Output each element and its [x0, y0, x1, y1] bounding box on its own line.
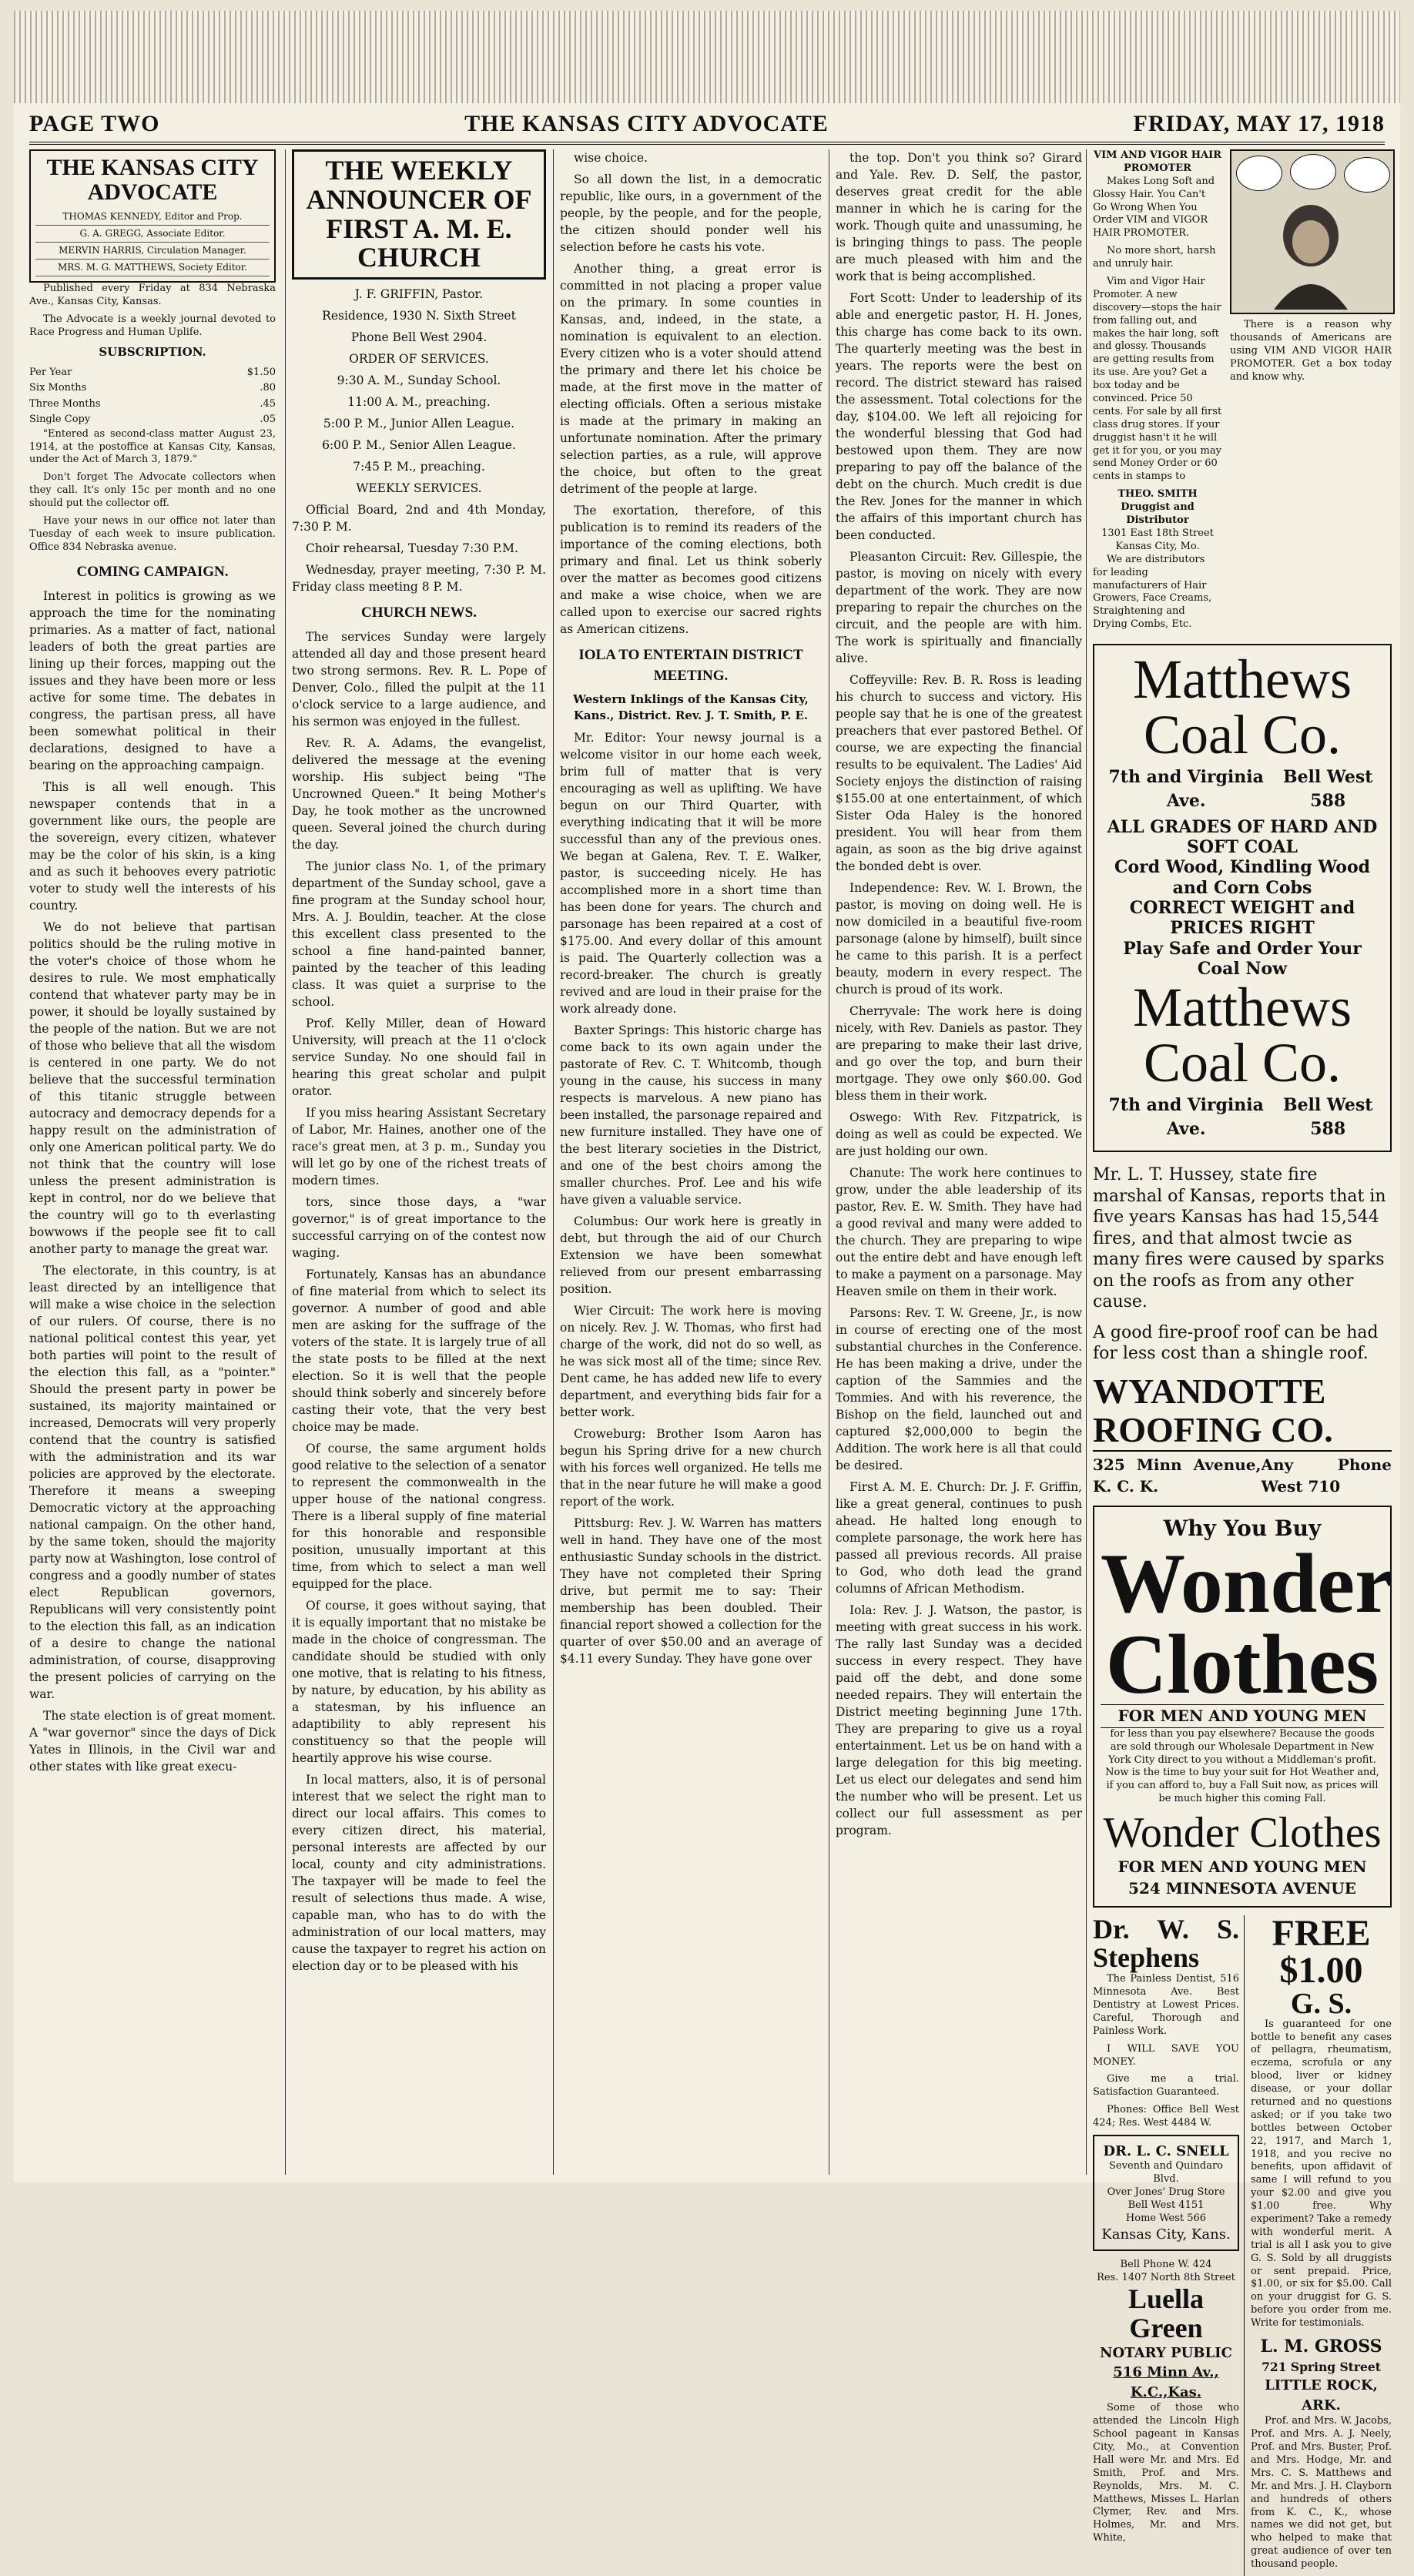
subscription-row: Three Months .45 — [29, 397, 276, 410]
iola-subhead: Western Inklings of the Kansas City, Kans., District. Rev. J. T. Smith, P. E. — [573, 692, 809, 723]
church-news-paragraph: The services Sunday were largely attended all day and those present heard two strong sermons. Rev. R. L. Pope of Denver, Colo., filled the pulpit at the 11 o'clock service to a large audience, and his sermon was enjoyed in the fullest. — [292, 630, 546, 729]
article-paragraph: Another thing, a great error is committed in not placing a proper value on the primary. In some counties in Kansas, and, indeed, in the state, a nomination is equivalent to an election. Every citizen who is a voter should attend the primary and there let his choice be made, at the first move in the matter of electing officials. Often a serious mistake is made at the primary in making an unfortunate nomination. After the primary selection parties, as a rule, will approve the choice, but often to the great detriment of the people at large. — [560, 262, 822, 496]
subscription-heading: SUBSCRIPTION. — [99, 344, 206, 359]
vim-seller-title: Druggist and Distributor — [1121, 501, 1195, 527]
campaign-headline: COMING CAMPAIGN. — [76, 563, 229, 580]
district-paragraph: Independence: Rev. W. I. Brown, the pastor, is moving on doing well. He is now domiciled in a beautiful five-room parsonage (alone by himself), built since he came to this parish. It is a perfect beauty, modern in every respect. The church is proud of its work. — [836, 881, 1082, 997]
wonder-clothes-ad — [1093, 1506, 1392, 1908]
roofing-address: 325 Minn Avenue, K. C. K. — [1093, 1455, 1262, 1496]
district-paragraph: Chanute: The work here continues to grow, under the able leadership of its pastor, Rev. E. W. Smith. They have had a good revival and many were added to the church. They are preparing to wipe out the entire debt and have enough left to make a payment on a parsonage. May Heaven smile on them in their work. — [836, 1166, 1082, 1298]
pageant-left: Some of those who attended the Lincoln High School pageant in Kansas City, Mo., at Convention Hall were Mr. and Mrs. Ed Smith, Prof. and Mrs. Reynolds, Mrs. M. C. Matthews, Misses L. Harlan Clymer, Rev. and Mrs. Holmes, Mr. and Mrs. White, — [1093, 2402, 1239, 2544]
district-paragraph: First A. M. E. Church: Dr. J. F. Griffin, like a great general, continues to push ahead. He halted long enough to complete parsonage, the work here has passed all previous records. All praise to God, who doth lead the grand columns of African Methodism. — [836, 1480, 1082, 1596]
weekly-heading: WEEKLY SERVICES. — [356, 481, 482, 496]
pageant-right: Prof. and Mrs. W. Jacobs, Prof. and Mrs. A. J. Neely, Prof. and Mrs. Buster, Prof. and Mrs. Hodge, Mr. and Mrs. C. S. Matthews and Mr. and Mrs. J. H. Clayborn and hundreds of others from K. C., K., whose names we did not get, but who helped to make that great audience of over ten thousand people. — [1251, 2415, 1392, 2571]
article-paragraph: wise choice. — [574, 151, 648, 165]
gross-street: 721 Spring Street — [1262, 2360, 1381, 2375]
coal-phone: Bell West 588 — [1282, 767, 1373, 812]
wonder-address: 524 MINNESOTA AVENUE — [1128, 1879, 1356, 1898]
continued-paragraph: Fortunately, Kansas has an abundance of fine material from which to select its governor. A number of good and able men are asking for the suffrage of the voters of the state. It is largely true of all the state posts to be filled at the next election. So it is well that the people should think soberly and sincerely before casting their vote, that the very best choice may be made. — [292, 1268, 546, 1435]
coal-line: CORRECT WEIGHT and PRICES RIGHT — [1129, 898, 1355, 939]
newspaper-page — [14, 11, 1400, 2571]
wonder-for: FOR MEN AND YOUNG MEN — [1101, 1704, 1384, 1727]
published-note: Published every Friday at 834 Nebraska Ave., Kansas City, Kansas. — [29, 283, 276, 307]
roofing-name: WYANDOTTE ROOFING CO. — [1093, 1371, 1333, 1450]
article-paragraph: So all down the list, in a democratic republic, like ours, in a government of the people, by the people, and for the people, the citizen should ponder well his selection before he casts his vote. — [560, 173, 822, 254]
green-phone: Bell Phone W. 424 — [1120, 2259, 1212, 2271]
column-1 — [29, 149, 276, 2175]
district-paragraph: Iola: Rev. J. J. Watson, the pastor, is meeting with great success in his work. The rally last Sunday was a decided success in every respect. They have paid off the debt, and done some needed repairs. They will entertain the District meeting beginning June 17th. They are preparing to give us a royal entertainment. Let us be on hand with a large delegation for this big meeting. Let us elect our delegates and send him the number who will be present. Let us collect our full assessment as per program. — [836, 1603, 1082, 1837]
campaign-paragraph: We do not believe that partisan politics should be the ruling motive in the voter's choice of those whom he desires to rule. We most emphatically contend that whatever party may be in power, it should be loyally sustained by the people of the nation. But we are not of those who believe that all the wisdom is centered in one party. We do not believe that the successful termination of this titanic struggle between autocracy and democracy depends for a happy result on the administration of only one American political party. We do not think that the country will lose unless the present administration is kept in control, nor do we believe that the country will go to th everlasting bowwows if the people see fit to call another party to manage the great war. — [29, 920, 276, 1256]
snell-address: Seventh and Quindaro Blvd. — [1109, 2160, 1223, 2186]
church-news-paragraph: The junior class No. 1, of the primary department of the Sunday school, gave a fine program at the Sunday school hour, Mrs. A. J. Bouldin, teacher. At the close this excellent class presented to the school a fine hand-painted banner, painted by the teacher of this leading class. It was quiet a surprise to the school. — [292, 859, 546, 1010]
green-title: NOTARY PUBLIC — [1100, 2344, 1232, 2361]
roofing-phone: Any Phone West 710 — [1261, 1455, 1392, 1496]
green-address: 516 Minn Av., K.C.,Kas. — [1113, 2364, 1219, 2400]
vim-city: Kansas City, Mo. — [1115, 540, 1200, 552]
column-5-ads — [1086, 149, 1392, 2571]
wonder-for-2: FOR MEN AND YOUNG MEN — [1117, 1857, 1367, 1876]
announcer-box — [292, 149, 546, 280]
free-head: FREE $1.00 — [1272, 1912, 1371, 1991]
portrait-illustration — [1230, 149, 1395, 314]
coal-street: 7th and Virginia Ave. — [1108, 1094, 1264, 1139]
district-paragraph: the top. Don't you think so? Girard and Yale. Rev. D. Self, the pastor, deserves great credit for the able manner in which he is caring for the work. Though quite and unassuming, he is bringing things to pass. The people are much pleased with him and the work that is being accomplished. — [836, 151, 1082, 283]
pastor: J. F. GRIFFIN, Pastor. — [354, 287, 484, 302]
vim-line: No more short, harsh and unruly hair. — [1093, 245, 1216, 270]
district-paragraph: Cherryvale: The work here is doing nicely, with Rev. Daniels as pastor. They are preparing to make their last drive, and go over the top, and burn their mortgage. They owe only $60.00. God bless them in their work. — [836, 1004, 1082, 1103]
stephens-name: Dr. W. S. Stephens — [1093, 1913, 1239, 1974]
weekly-item: Wednesday, prayer meeting, 7:30 P. M. Friday class meeting 8 P. M. — [292, 563, 546, 595]
church-news-paragraph: If you miss hearing Assistant Secretary of Labor, Mr. Haines, another one of the race's great men, at 3 p. m., Sunday you will let go by one of the richest treats of modern times. — [292, 1106, 546, 1188]
masthead — [29, 149, 276, 283]
vim-line: Makes Long Soft and Glossy Hair. You Can't Go Wrong When You Order VIM and VIGOR HAIR PROMOTER. — [1093, 175, 1215, 240]
church-news-paragraph: Rev. R. A. Adams, the evangelist, delivered the message at the evening worship. His subject being "The Uncrowned Queen." It being Mother's Day, he took mother as the uncrowned queen. Several joined the church during the day. — [292, 736, 546, 853]
green-residence: Res. 1407 North 8th Street — [1097, 2272, 1235, 2284]
district-paragraph: Coffeyville: Rev. B. R. Ross is leading his church to success and victory. His people say that he is one of the greatest preachers that ever pastored Bethel. Of course, we are expecting the financial results to be equivalent. The Ladies' Aid Society enjoys the distinction of raising $155.00 at one entertainment, of which Sister Oda Haley is the honored president. You will hear from them again, as soon as the big drive against the bonded debt is over. — [836, 673, 1082, 873]
staff-line: MRS. M. G. MATTHEWS, Society Editor. — [35, 260, 270, 276]
stephens-line: I WILL SAVE YOU MONEY. — [1093, 2042, 1239, 2068]
coal-name: Matthews Coal Co. — [1133, 648, 1352, 766]
vim-address: 1301 East 18th Street — [1101, 527, 1214, 539]
stephens-line: Phones: Office Bell West 424; Res. West 4484 W. — [1093, 2104, 1239, 2129]
wonder-body: for less than you pay elsewhere? Because the goods are sold through our Wholesale Department in New York City direct to you without a Middleman's profit. Now is the time to buy your suit for Hot Weather and, if you can afford to, buy a Fall Suit now, as prices will be much higher this coming Fall. — [1105, 1727, 1379, 1805]
service-item: 6:00 P. M., Senior Allen League. — [322, 438, 516, 453]
column-2 — [285, 149, 546, 2175]
subscription-row: Single Copy .05 — [29, 414, 276, 426]
stephens-line: The Painless Dentist, 516 Minnesota Ave. Best Dentistry at Lowest Prices. Careful, Thorough and Painless Work. — [1093, 1973, 1239, 2037]
coal-line: ALL GRADES OF HARD AND SOFT COAL — [1107, 816, 1378, 857]
wonder-word: Wonder — [1101, 1536, 1392, 1631]
snell-city: Kansas City, Kans. — [1101, 2226, 1231, 2243]
iola-paragraph: Baxter Springs: This historic charge has come back to its own again under the pastorate of Rev. C. T. Whitcomb, though young in the cause, his success in many respects is marvelous. A new piano has been installed, the parsonage repaired and new furniture installed. They have one of the best literary societies in the District, and one of the best choirs among the smaller churches. Prof. Lee and his wife have given a valuable service. — [560, 1023, 822, 1207]
continued-paragraph: tors, since those days, a "war governor," is of great importance to the successful carrying on of the contest now waging. — [292, 1195, 546, 1261]
gross-city: LITTLE ROCK, ARK. — [1265, 2377, 1378, 2414]
free-gs: G. S. — [1290, 1987, 1352, 2020]
weekly-item: Choir rehearsal, Tuesday 7:30 P.M. — [306, 541, 518, 556]
column-4 — [829, 149, 1082, 2175]
column-3 — [553, 149, 822, 2175]
district-paragraph: Pleasanton Circuit: Rev. Gillespie, the pastor, is moving on nicely with every department of the work. They are now preparing to repair the churches on the circuit, and the people are with him. The work is spiritually and financially alive. — [836, 550, 1082, 665]
coal-line: Cord Wood, Kindling Wood and Corn Cobs — [1114, 857, 1371, 898]
iola-paragraph: Pittsburg: Rev. J. W. Warren has matters well in hand. They have one of the most enthusiastic Sunday schools in the district. They have not completed their Spring drive, but permit me to say: Their membership has been doubled. Their financial report showed a collection for the quarter of over $50.00 and an average of $4.11 every Sunday. They have gone over — [560, 1516, 822, 1666]
vim-title: VIM AND VIGOR HAIR PROMOTER — [1093, 149, 1222, 174]
woman-figure-icon — [1231, 151, 1390, 310]
snell-name: DR. L. C. SNELL — [1103, 2143, 1229, 2160]
vim-distributors: We are distributors for leading manufacturers of Hair Growers, Face Creams, Straightening and Drying Combs, Etc. — [1093, 553, 1212, 631]
campaign-paragraph: The electorate, in this country, is at least directed by an intelligence that will make a wise choice in the selection of our rulers. Of course, there is no national political contest this year, yet both parties will point to the result of the election this fall, as a "pointer." Should the present party in power be sustained, its majority maintained or increased, Democrats will very properly contend that the country is satisfied with the administration and its war policies are approved by the electorate. Therefore it means a sweeping Democratic victory at the approaching national campaign. On the other hand, by the same token, should the majority party now at Washington, lose control of congress and a goodly number of states elect Republican governors, Republicans will very consistently point to the election this fall, as an indication of a desire to change the national administration, of course, disapproving the present policies of carrying on the war. — [29, 1263, 276, 1701]
district-paragraph: Oswego: With Rev. Fitzpatrick, is doing as well as could be expected. We are just holding our own. — [836, 1110, 1082, 1158]
entered-note: "Entered as second-class matter August 23, 1914, at the postoffice at Kansas City, Kansas, under the Act of March 3, 1879." — [29, 427, 276, 466]
iola-paragraph: Columbus: Our work here is greatly in debt, but through the aid of our Church Extension we have been somewhat relieved from our present embarrassing position. — [560, 1214, 822, 1296]
church-news-paragraph: Prof. Kelly Miller, dean of Howard University, will preach at the 11 o'clock service Sunday. No one should fail in hearing this great scholar and pulpit orator. — [292, 1017, 546, 1099]
service-item: 7:45 P. M., preaching. — [353, 460, 485, 474]
subscription-row: Per Year $1.50 — [29, 366, 276, 378]
continued-paragraph: In local matters, also, it is of personal interest that we select the right man to direct our local affairs. This comes to every citizen direct, his material, personal interests are affected by our local, county and city administrations. The taxpayer will be made to feel the result of selections thus made. A wise, capable man, who has to do with the administration of our local matters, may cause the taxpayer to regret his action on election day or to be pleased with his — [292, 1773, 546, 1974]
phone: Phone Bell West 2904. — [350, 330, 488, 345]
masthead-title: THE KANSAS CITY ADVOCATE — [46, 155, 259, 205]
wonder-brand: Wonder Clothes — [1103, 1809, 1382, 1857]
coal-ad — [1093, 644, 1392, 1152]
services-heading: ORDER OF SERVICES. — [349, 352, 489, 367]
news-notice: Have your news in our office not later than Tuesday of each week to insure publication. Office 834 Nebraska avenue. — [29, 515, 276, 553]
roofing-text: A good fire-proof roof can be had for less cost than a shingle roof. — [1093, 1322, 1379, 1364]
scan-border — [14, 11, 1400, 103]
continued-paragraph: Of course, the same argument holds good relative to the selection of a senator to represent the commonwealth in the upper house of the national congress. There is a liberal supply of fine material for this honorable and responsible position, unusually important at this time, from which to select a man well equipped for the place. — [292, 1442, 546, 1592]
roofing-text: Mr. L. T. Hussey, state fire marshal of Kansas, reports that in five years Kansas has had 15,544 fires, and that almost twcie as many fires were caused by sparks on the roofs as from any other cause. — [1093, 1165, 1386, 1312]
snell-location: Over Jones' Drug Store — [1107, 2186, 1225, 2199]
subscription-table — [29, 365, 276, 428]
vim-reason: There is a reason why thousands of Americans are using VIM AND VIGOR HAIR PROMOTER. Get a box today and know why. — [1230, 319, 1392, 383]
staff-line: G. A. GREGG, Associate Editor. — [35, 226, 270, 243]
announcer-title: THE WEEKLY ANNOUNCER OF FIRST A. M. E. CHURCH — [306, 155, 532, 273]
weekly-item: Official Board, 2nd and 4th Monday, 7:30 P. M. — [292, 503, 546, 534]
staff-list — [35, 209, 270, 276]
gross-name: L. M. GROSS — [1260, 2336, 1382, 2357]
devoted-note: The Advocate is a weekly journal devoted to Race Progress and Human Uplife. — [29, 313, 276, 338]
green-name: Luella Green — [1128, 2283, 1204, 2343]
issue-date: FRIDAY, MAY 17, 1918 — [1133, 111, 1385, 136]
iola-paragraph: Mr. Editor: Your newsy journal is a welcome visitor in our home each week, brim full of matter that is very encouraging as well as uplifting. We have begun on our Third Quarter, with everything indicating that it will be more successful than any of the previous ones. We began at Galena, Rev. T. E. Walker, pastor, is succeeding nicely. He has accomplished more in a short time than has been done for years. The church and parsonage has been repaired at a cost of $175.00. And every dollar of this amount is paid. The Quarterly collection was a record-breaker. The church is greatly revived and are loud in their praise for the work already done. — [560, 730, 822, 1016]
campaign-paragraph: Interest in politics is growing as we approach the time for the nominating primaries. As a matter of fact, national leaders of both the great parties are lining up their forces, mapping out the issues and they have been more or less active for some time. The debates in congress, the partisan press, all have been somewhat political in their declarations, designed to have a bearing on the approaching campaign. — [29, 588, 276, 772]
iola-paragraph: Croweburg: Brother Isom Aaron has begun his Spring drive for a new church with his forces well organized. He tells me that in the near future he will make a good report of the work. — [560, 1426, 822, 1509]
vim-ad — [1093, 149, 1392, 636]
iola-headline: IOLA TO ENTERTAIN DISTRICT MEETING. — [578, 647, 803, 684]
staff-line: MERVIN HARRIS, Circulation Manager. — [35, 243, 270, 260]
district-paragraph: Parsons: Rev. T. W. Greene, Jr., is now in course of erecting one of the most substantial churches in the Conference. He has been making a drive, under the caption of the Sammies and the Tommies. And with his reverence, the Bishop on the field, launched out and captured $2,000,000 to begin the Addition. The work here is all that could be desired. — [836, 1306, 1082, 1472]
vim-line: Vim and Vigor Hair Promoter. A new discovery—stops the hair from falling out, and makes the hair long, soft and glossy. Thousands are getting results from its use. Are you? Get a box today and be convinced. Price 50 cents. For sale by all first class drug stores. If your druggist hasn't it he will get it for you, or you may send Money Order or 60 cents in stamps to — [1093, 276, 1222, 483]
service-item: 5:00 P. M., Junior Allen League. — [323, 417, 515, 431]
page-header — [29, 111, 1385, 145]
clothes-word: Clothes — [1105, 1616, 1379, 1711]
paper-title: THE KANSAS CITY ADVOCATE — [464, 111, 829, 136]
staff-line: THOMAS KENNEDY, Editor and Prop. — [35, 209, 270, 226]
coal-street: 7th and Virginia Ave. — [1108, 767, 1264, 812]
district-paragraph: Fort Scott: Under to leadership of its able and energetic pastor, H. H. Jones, this charge has come back to its own. The quarterly meeting was the best in years. The reports were the best on record. The district steward has raised the assessment. Total colections for the day, $104.00. We left all rejoicing for the wonderful blessing that God had bestowed upon them. They are now preparing to pay off the balance of the debt on the church. Much credit is due the Rev. Jones for the manner in which the affairs of this important church has been conducted. — [836, 291, 1082, 542]
free-body: Is guaranteed for one bottle to benefit any cases of pellagra, rheumatism, eczema, scrofula or any blood, liver or kidney disease, or your dollar returned and no questions asked; or if you take two bottles between October 22, 1917, and March 1, 1918, and you recive no benefits, upon affidavit of same I will refund to you your $2.00 and give you $1.00 free. Why experiment? Take a remedy with wonderful merit. A trial is all I ask you to give G. S. Sold by all druggists or sent prepaid. Price, $1.00, or six for $5.00. Call on your druggist for G. S. before you order from me. Write for testimonials. — [1251, 2018, 1392, 2330]
campaign-paragraph: This is all well enough. This newspaper contends that in a government like ours, the people are the sovereign, every citizen, whatever may be the color of his skin, is a king and as such it behooves every patriotic voter to study well the interests of his country. — [29, 779, 276, 913]
campaign-paragraph: The state election is of great moment. A "war governor" since the days of Dick Yates in Illinois, in the Civil war and other states with like great execu- — [29, 1708, 276, 1774]
service-item: 9:30 A. M., Sunday School. — [337, 374, 501, 388]
subscription-row: Six Months .80 — [29, 382, 276, 394]
coal-phone: Bell West 588 — [1282, 1094, 1373, 1139]
page-number: PAGE TWO — [29, 111, 160, 136]
bottom-ads — [1093, 1912, 1392, 2576]
coal-name-repeat: Matthews Coal Co. — [1133, 976, 1352, 1094]
church-news-headline: CHURCH NEWS. — [361, 605, 477, 621]
iola-paragraph: Wier Circuit: The work here is moving on nicely. Rev. J. W. Thomas, who first had charge of the work, did not do so well, as he was sick most all of the time; since Rev. Dent came, he has added new life to every department, and everything bids fair for a better work. — [560, 1303, 822, 1419]
article-paragraph: The exortation, therefore, of this publication is to remind its readers of the importance of the coming elections, both primary and final. Let us think soberly over the matter as becomes good citizens and make a wise choice, when we are called upon to exercise our sacred rights as American citizens. — [560, 504, 822, 636]
snell-ad — [1093, 2135, 1239, 2251]
residence: Residence, 1930 N. Sixth Street — [322, 309, 516, 323]
service-item: 11:00 A. M., preaching. — [347, 395, 491, 410]
coal-line: Play Safe and Order Your Coal Now — [1123, 938, 1362, 980]
vim-seller: THEO. SMITH — [1117, 488, 1198, 501]
wonder-intro: Why You Buy — [1163, 1515, 1322, 1541]
snell-phone: Home West 566 — [1125, 2213, 1207, 2224]
snell-phone: Bell West 4151 — [1128, 2199, 1205, 2212]
stephens-line: Give me a trial. Satisfaction Guaranteed. — [1093, 2073, 1239, 2099]
collectors-note: Don't forget The Advocate collectors when they call. It's only 15c per month and no one should put the collector off. — [29, 471, 276, 510]
continued-paragraph: Of course, it goes without saying, that it is equally important that no mistake be made in the choice of congressman. The candidate should be studied with only one motive, that is relating to his fitness, by nature, by education, by his ability as a statesman, by his influence an adaptibility to ably represent his constituency so that the people will heartily approve his wise course. — [292, 1599, 546, 1766]
